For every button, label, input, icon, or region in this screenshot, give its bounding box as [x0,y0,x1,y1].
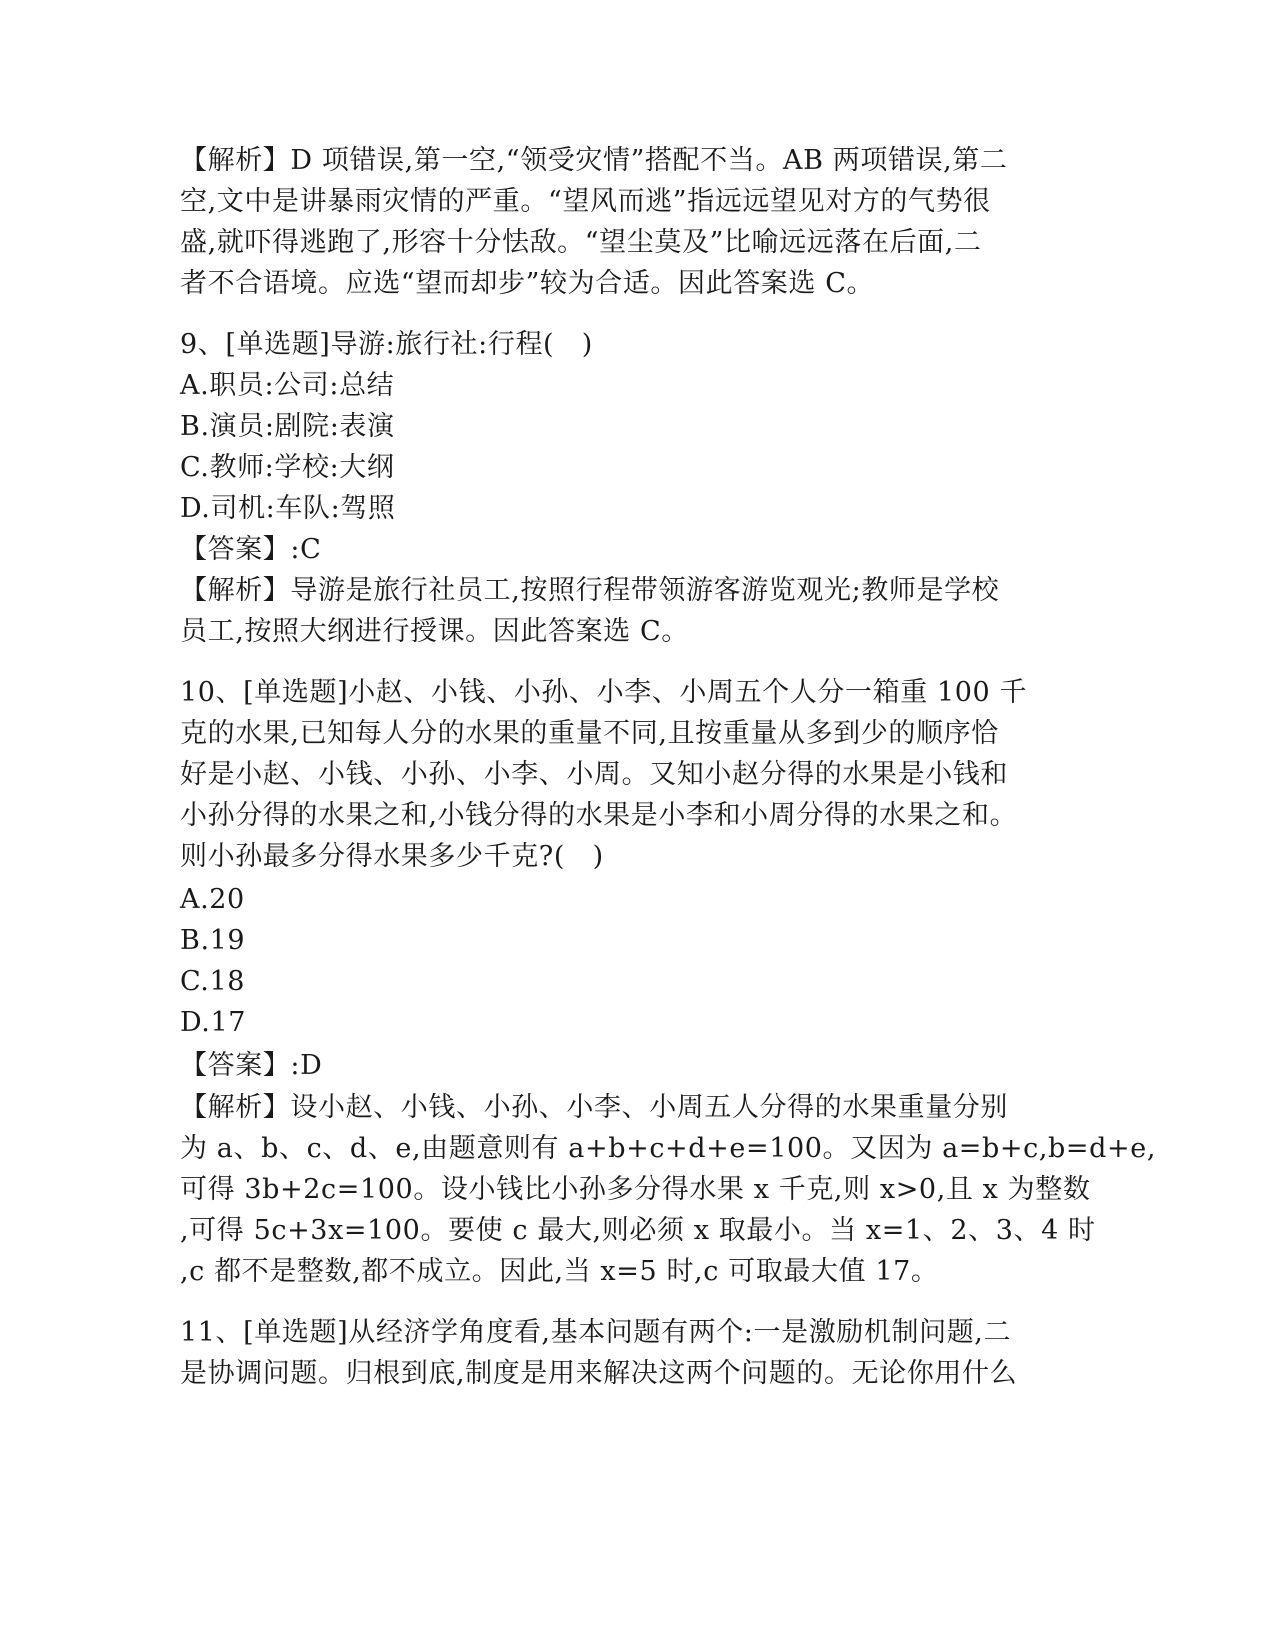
q11-stem-line-2: 是协调问题。归根到底,制度是用来解决这两个问题的。无论你用什么 [180,1358,1018,1389]
q9-option-b: B.演员:剧院:表演 [180,411,395,442]
q9-analysis-line-2: 员工,按照大纲进行授课。因此答案选 C。 [180,616,689,647]
q10-analysis-line-3: 可得 3b+2c=100。设小钱比小孙多分得水果 x 千克,则 x>0,且 x 为整数 [180,1174,1091,1205]
q9-option-a: A.职员:公司:总结 [180,370,395,401]
q10-analysis-line-2: 为 a、b、c、d、e,由题意则有 a+b+c+d+e=100。又因为 a=b+c,b=d+e, [180,1133,1157,1164]
q10-option-b: B.19 [180,925,246,956]
q9-option-c: C.教师:学校:大纲 [180,452,395,483]
q10-option-d: D.17 [180,1007,247,1038]
q10-stem-line-4: 小孙分得的水果之和,小钱分得的水果是小李和小周分得的水果之和。 [180,800,1018,831]
q10-stem-line-5: 则小孙最多分得水果多少千克?( ) [180,841,604,872]
q9-stem: 9、[单选题]导游:旅行社:行程( ) [180,329,593,360]
q10-option-c: C.18 [180,966,246,997]
q9-answer: 【答案】:C [180,534,322,565]
q9-analysis-line-1: 【解析】导游是旅行社员工,按照行程带领游客游览观光;教师是学校 [180,575,1000,606]
q8-analysis-line-4: 者不合语境。应选“望而却步”较为合适。因此答案选 C。 [180,268,875,299]
q10-analysis-line-5: ,c 都不是整数,都不成立。因此,当 x=5 时,c 可取最大值 17。 [180,1256,939,1287]
q8-analysis-line-2: 空,文中是讲暴雨灾情的严重。“望风而逃”指远远望见对方的气势很 [180,186,991,217]
q8-analysis-line-1: 【解析】D 项错误,第一空,“领受灾情”搭配不当。AB 两项错误,第二 [180,145,1008,176]
q11-stem-line-1: 11、[单选题]从经济学角度看,基本问题有两个:一是激励机制问题,二 [180,1317,1012,1348]
q10-analysis-line-1: 【解析】设小赵、小钱、小孙、小李、小周五人分得的水果重量分别 [180,1092,1008,1123]
q10-answer: 【答案】:D [180,1050,323,1081]
q10-analysis-line-4: ,可得 5c+3x=100。要使 c 最大,则必须 x 取最小。当 x=1、2、3、4 时 [180,1215,1096,1246]
q10-stem-line-3: 好是小赵、小钱、小孙、小李、小周。又知小赵分得的水果是小钱和 [180,759,1008,790]
q10-option-a: A.20 [180,884,245,915]
q8-analysis-line-3: 盛,就吓得逃跑了,形容十分怯敌。“望尘莫及”比喻远远落在后面,二 [180,227,982,258]
q9-option-d: D.司机:车队:驾照 [180,493,396,524]
q10-stem-line-2: 克的水果,已知每人分的水果的重量不同,且按重量从多到少的顺序恰 [180,718,999,749]
q10-stem-line-1: 10、[单选题]小赵、小钱、小孙、小李、小周五个人分一箱重 100 千 [180,677,1028,708]
